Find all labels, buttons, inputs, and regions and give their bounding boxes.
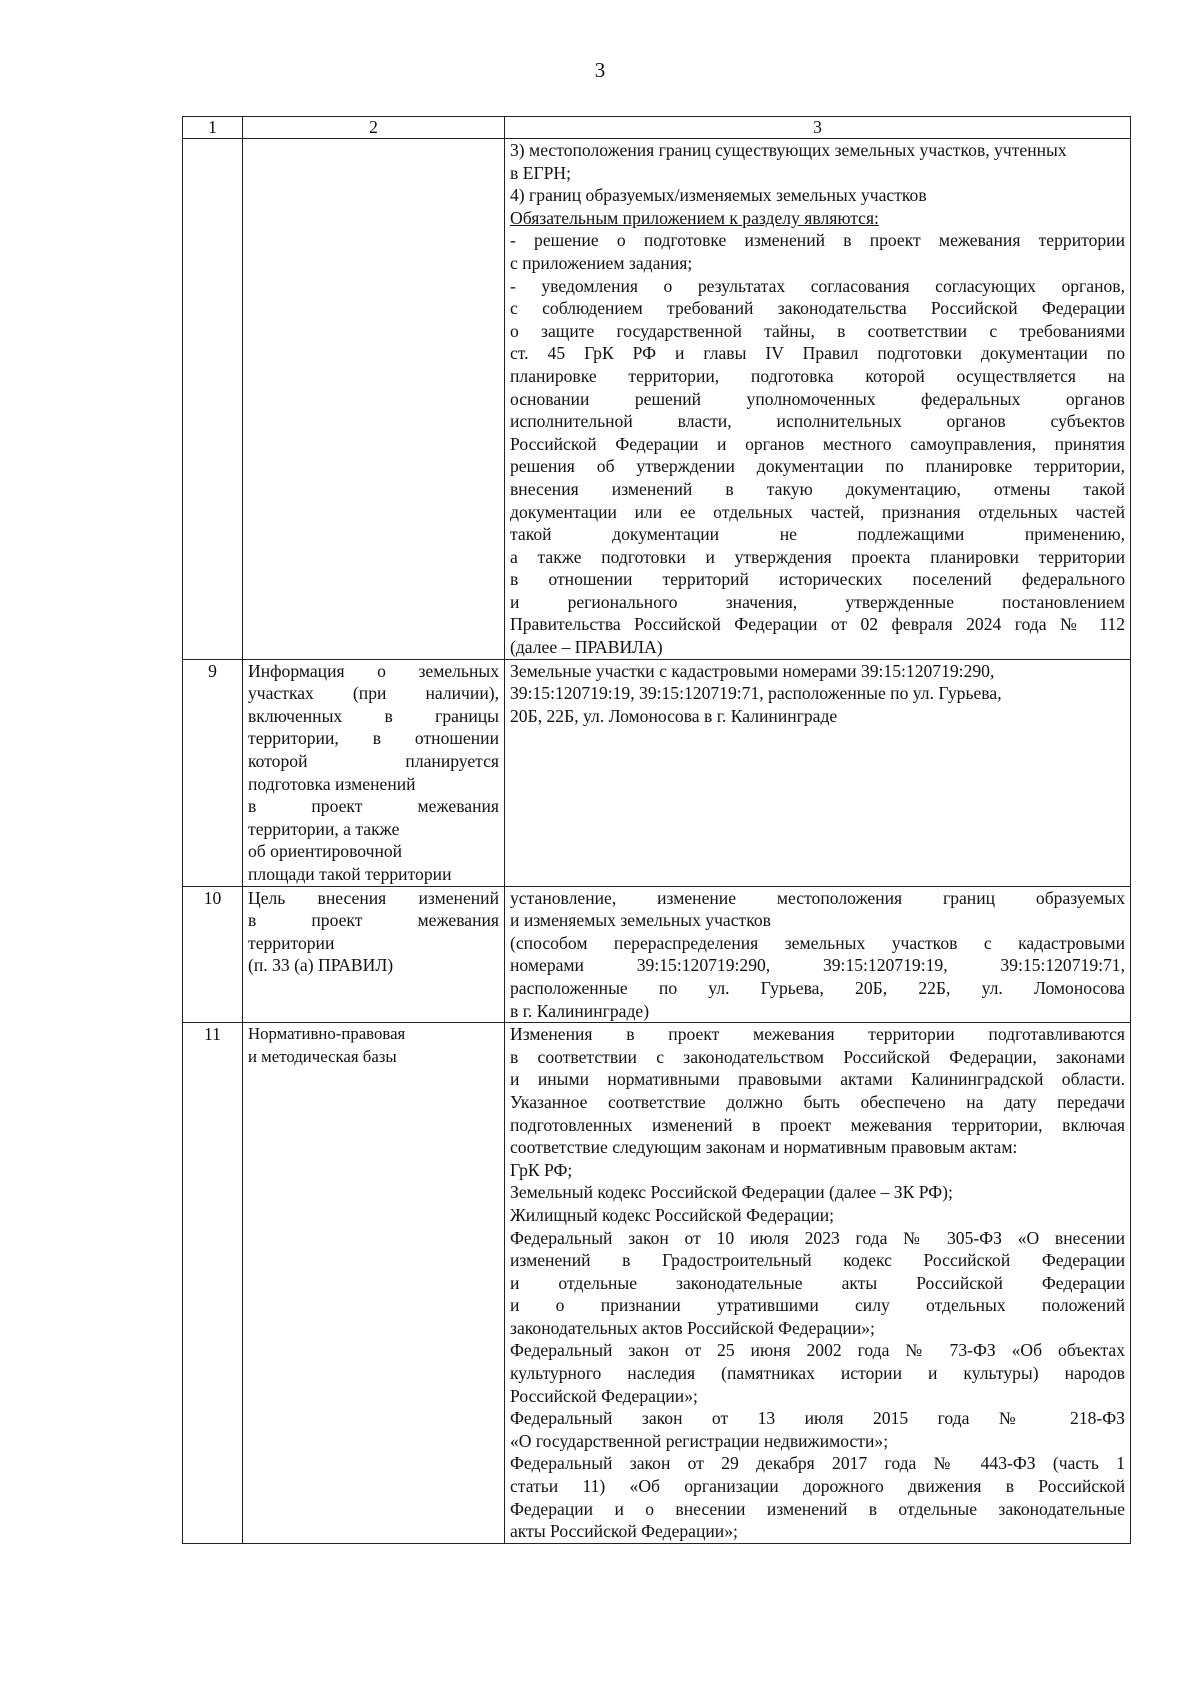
requirements-table (182, 116, 1131, 1544)
header-col-3: 3 (505, 117, 1131, 139)
text-line: Федеральный закон от 10 июля 2023 года № 305-ФЗ «О внесении (510, 1227, 1125, 1248)
row-label-cell (243, 886, 505, 1023)
text-line: культурного наследия (памятниках истории и культуры) народов (510, 1363, 1125, 1384)
text-line: а также подготовки и утверждения проекта планировки территории (510, 546, 1125, 567)
table-header-row (183, 117, 1131, 139)
text-line: в проект межевания (248, 910, 499, 931)
text-line: расположенные по ул. Гурьева, 20Б, 22Б, ул. Ломоносова (510, 977, 1125, 998)
row-number-cell: 10 (183, 886, 243, 1023)
table-row-10 (183, 886, 1131, 1023)
text-line: 39:15:120719:19, 39:15:120719:71, расположенные по ул. Гурьева, (510, 683, 1002, 704)
row-content-cell (505, 1023, 1131, 1544)
table-row-11 (183, 1023, 1131, 1544)
text-line: планировке территории, подготовка которой осуществляется на (510, 365, 1125, 386)
text-line: (далее – ПРАВИЛА) (510, 637, 663, 658)
text-line: 20Б, 22Б, ул. Ломоносова в г. Калининграде (510, 705, 838, 726)
text-line: Цель внесения изменений (248, 887, 499, 908)
text-line: о защите государственной тайны, в соответствии с требованиями (510, 320, 1125, 341)
text-line: Земельный кодекс Российской Федерации (далее – ЗК РФ); (510, 1182, 953, 1203)
text-line: и регионального значения, утвержденные постановлением (510, 591, 1125, 612)
text-line: соответствие следующим законам и нормативным правовым актам: (510, 1137, 1018, 1158)
text-line: Федеральный закон от 13 июля 2015 года № 218-ФЗ (510, 1408, 1125, 1429)
text-line: Указанное соответствие должно быть обеспечено на дату передачи (510, 1091, 1125, 1112)
text-line: Правительства Российской Федерации от 02 февраля 2024 года № 112 (510, 614, 1125, 635)
text-line: и отдельные законодательные акты Российской Федерации (510, 1272, 1125, 1293)
text-line: изменений в Градостроительный кодекс Российской Федерации (510, 1250, 1125, 1271)
row-content-cell (505, 659, 1131, 886)
text-line: - уведомления о результатах согласования согласующих органов, (510, 275, 1125, 296)
text-line: и о признании утратившими силу отдельных положений (510, 1295, 1125, 1316)
text-line: такой документации не подлежащими применению, (510, 524, 1125, 545)
text-line: в г. Калининграде) (510, 1000, 650, 1021)
text-line: законодательных актов Российской Федерации»; (510, 1317, 875, 1338)
text-line: установление, изменение местоположения границ образуемых (510, 887, 1125, 908)
text-line: ст. 45 ГрК РФ и главы IV Правил подготовки документации по (510, 343, 1125, 364)
text-line: (п. 33 (а) ПРАВИЛ) (248, 955, 394, 976)
row-content-cell (505, 139, 1131, 660)
text-line: в отношении территорий исторических поселений федерального (510, 569, 1125, 590)
text-line: в соответствии с законодательством Российской Федерации, законами (510, 1046, 1125, 1067)
section-annex-heading: Обязательным приложением к разделу являются: (510, 207, 879, 228)
text-line: Федерации и о внесении изменений в отдельные законодательные (510, 1498, 1125, 1519)
text-line: и методическая базы (248, 1046, 397, 1066)
page-number: 3 (594, 58, 606, 82)
text-line: в проект межевания (248, 796, 499, 817)
text-line: и изменяемых земельных участков (510, 910, 771, 931)
text-line: с приложением задания; (510, 252, 693, 273)
text-line: основании решений уполномоченных федеральных органов (510, 388, 1125, 409)
text-line: документации или ее отдельных частей, признания отдельных частей (510, 501, 1125, 522)
text-line: подготовленных изменений в проект межевания территории, включая (510, 1114, 1125, 1135)
text-line: об ориентировочной (248, 841, 403, 862)
text-line: Земельные участки с кадастровыми номерами 39:15:120719:290, (510, 660, 995, 681)
text-line: статьи 11) «Об организации дорожного движения в Российской (510, 1476, 1125, 1497)
text-line: Федеральный закон от 25 июня 2002 года № 73-ФЗ «Об объектах (510, 1340, 1125, 1361)
text-line: 3) местоположения границ существующих земельных участков, учтенных (510, 140, 1067, 160)
text-line: площади такой территории (248, 864, 452, 884)
text-line: территории (248, 932, 335, 953)
row-number-cell: 9 (183, 659, 243, 886)
text-line: внесения изменений в такую документацию, отмены такой (510, 478, 1125, 499)
text-line: в ЕГРН; (510, 162, 572, 183)
text-line: территории, в отношении (248, 728, 499, 749)
row-number-cell (183, 139, 243, 660)
row-label-cell (243, 139, 505, 660)
text-line: Изменения в проект межевания территории подготавливаются (510, 1024, 1125, 1045)
text-line: Федеральный закон от 29 декабря 2017 года № 443-ФЗ (часть 1 (510, 1453, 1125, 1474)
row-number-cell: 11 (183, 1023, 243, 1544)
text-line: участках (при наличии), (248, 683, 499, 704)
text-line: акты Российской Федерации»; (510, 1521, 738, 1542)
table-row-9 (183, 659, 1131, 886)
text-line: территории, а также (248, 818, 400, 839)
text-line: Российской Федерации»; (510, 1385, 698, 1406)
text-line: решения об утверждении документации по планировке территории, (510, 456, 1125, 477)
text-line: Российской Федерации и органов местного самоуправления, принятия (510, 433, 1125, 454)
row-label-cell (243, 659, 505, 886)
text-line: подготовка изменений (248, 773, 416, 794)
table-row-continuation (183, 139, 1131, 660)
text-line: с соблюдением требований законодательства Российской Федерации (510, 298, 1125, 319)
text-line: - решение о подготовке изменений в проект межевания территории (510, 230, 1125, 251)
text-line: 4) границ образуемых/изменяемых земельных участков (510, 185, 927, 206)
row-label-cell (243, 1023, 505, 1544)
text-line: и иными нормативными правовыми актами Калининградской области. (510, 1069, 1125, 1090)
text-line: «О государственной регистрации недвижимости»; (510, 1430, 889, 1451)
text-line: которой планируется (248, 751, 499, 772)
text-line: Нормативно-правовая (248, 1024, 406, 1044)
text-line: Жилищный кодекс Российской Федерации; (510, 1204, 835, 1225)
text-line: включенных в границы (248, 705, 499, 726)
row-content-cell (505, 886, 1131, 1023)
text-line: исполнительной власти, исполнительных органов субъектов (510, 411, 1125, 432)
text-line: (способом перераспределения земельных участков с кадастровыми (510, 932, 1125, 953)
text-line: Информация о земельных (248, 660, 499, 681)
header-col-2: 2 (243, 117, 505, 139)
header-col-1: 1 (183, 117, 243, 139)
text-line: номерами 39:15:120719:290, 39:15:120719:19, 39:15:120719:71, (510, 955, 1125, 976)
text-line: ГрК РФ; (510, 1159, 573, 1180)
